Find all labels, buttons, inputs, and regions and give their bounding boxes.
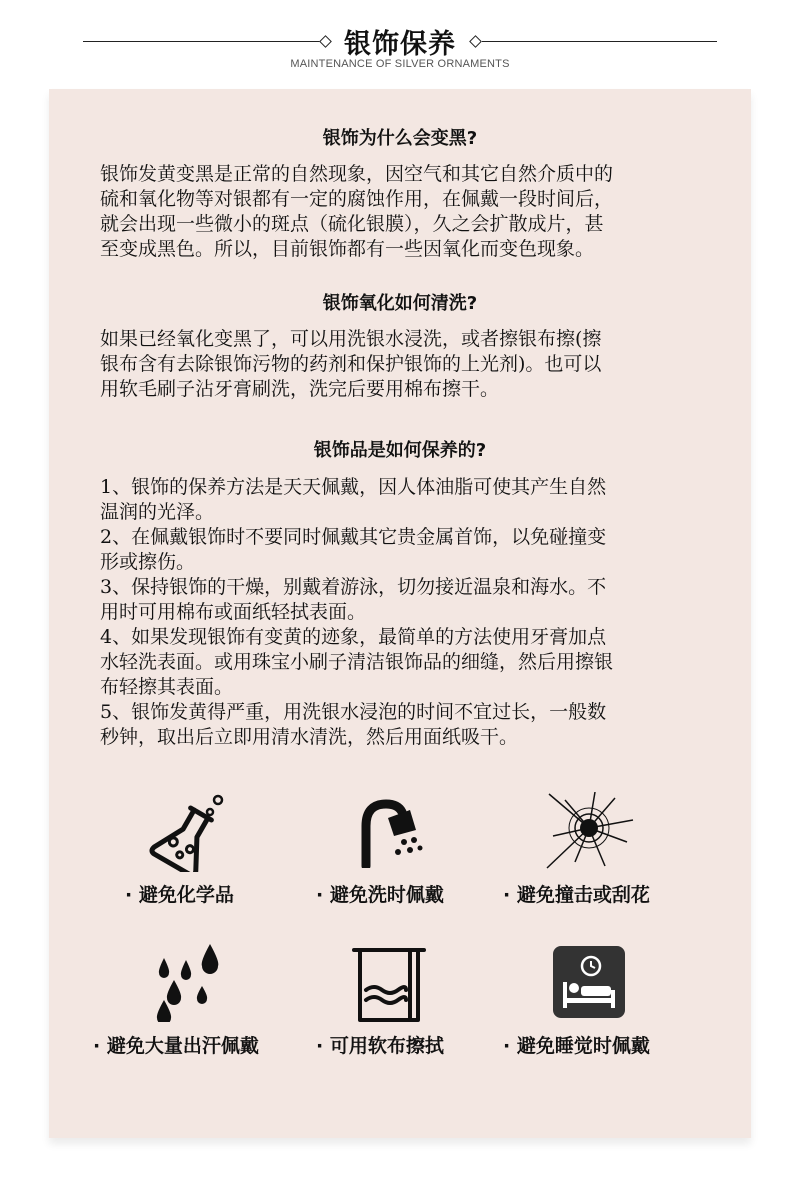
header: [0, 0, 800, 80]
tip-label-washing: · 避免洗时佩戴: [316, 884, 444, 906]
text-line: 5、银饰发黄得严重，用洗银水浸泡的时间不宜过长，一般数: [100, 701, 607, 723]
text-line: 银饰发黄变黑是正常的自然现象，因空气和其它自然介质中的: [100, 163, 614, 185]
text-line: 2、在佩戴银饰时不要同时佩戴其它贵金属首饰，以免碰撞变: [100, 526, 607, 548]
section-title-how-maintain: 银饰品是如何保养的?: [313, 440, 487, 461]
tip-label-soft-cloth: · 可用软布擦拭: [316, 1035, 444, 1057]
text-line: 硫和氧化物等对银都有一定的腐蚀作用，在佩戴一段时间后，: [100, 188, 614, 210]
text-line: 4、如果发现银饰有变黄的迹象，最简单的方法使用牙膏加点: [100, 626, 607, 648]
tip-label-chemicals: · 避免化学品: [125, 884, 234, 906]
page-subtitle: MAINTENANCE OF SILVER ORNAMENTS: [290, 58, 510, 70]
sleep-bed-icon: [553, 946, 625, 1018]
text-line: 用软毛刷子沾牙膏刷洗，洗完后要用棉布擦干。: [100, 378, 500, 400]
section-body-how-clean: [100, 327, 700, 402]
tip-label-impact: · 避免撞击或刮花: [503, 884, 650, 906]
text-line: 至变成黑色。所以，目前银饰都有一些因氧化而变色现象。: [100, 238, 595, 260]
text-line: 3、保持银饰的干燥，别戴着游泳，切勿接近温泉和海水。不: [100, 576, 607, 598]
tip-label-sweat: · 避免大量出汗佩戴: [93, 1035, 259, 1057]
text-line: 布轻擦其表面。: [100, 676, 234, 698]
text-line: 银布含有去除银饰污物的药剂和保护银饰的上光剂)。也可以: [100, 353, 602, 375]
section-title-why-black: 银饰为什么会变黑?: [322, 128, 478, 149]
text-line: 温润的光泽。: [100, 501, 215, 523]
text-line: 秒钟，取出后立即用清水清洗，然后用面纸吸干。: [100, 726, 519, 748]
shower-icon: [352, 796, 424, 868]
sweat-drops-icon: [152, 944, 224, 1022]
text-line: 1、银饰的保养方法是天天佩戴，因人体油脂可使其产生自然: [100, 476, 607, 498]
text-line: 如果已经氧化变黑了，可以用洗银水浸洗，或者擦银布擦(擦: [100, 328, 602, 350]
section-title-how-clean: 银饰氧化如何清洗?: [322, 293, 478, 314]
page-title: 银饰保养: [344, 29, 456, 60]
section-body-how-maintain: [100, 475, 700, 750]
text-line: 用时可用棉布或面纸轻拭表面。: [100, 601, 367, 623]
text-line: 水轻洗表面。或用珠宝小刷子清洁银饰品的细缝，然后用擦银: [100, 651, 614, 673]
text-line: 形或擦伤。: [100, 551, 196, 573]
chemical-flask-icon: [148, 792, 232, 872]
section-body-why-black: [100, 162, 700, 262]
towel-icon: [352, 944, 426, 1022]
tip-label-sleep: · 避免睡觉时佩戴: [503, 1035, 650, 1057]
text-line: 就会出现一些微小的斑点（硫化银膜），久之会扩散成片，甚: [100, 213, 604, 235]
header-divider-right: [482, 41, 717, 42]
cracked-glass-icon: [545, 792, 635, 870]
